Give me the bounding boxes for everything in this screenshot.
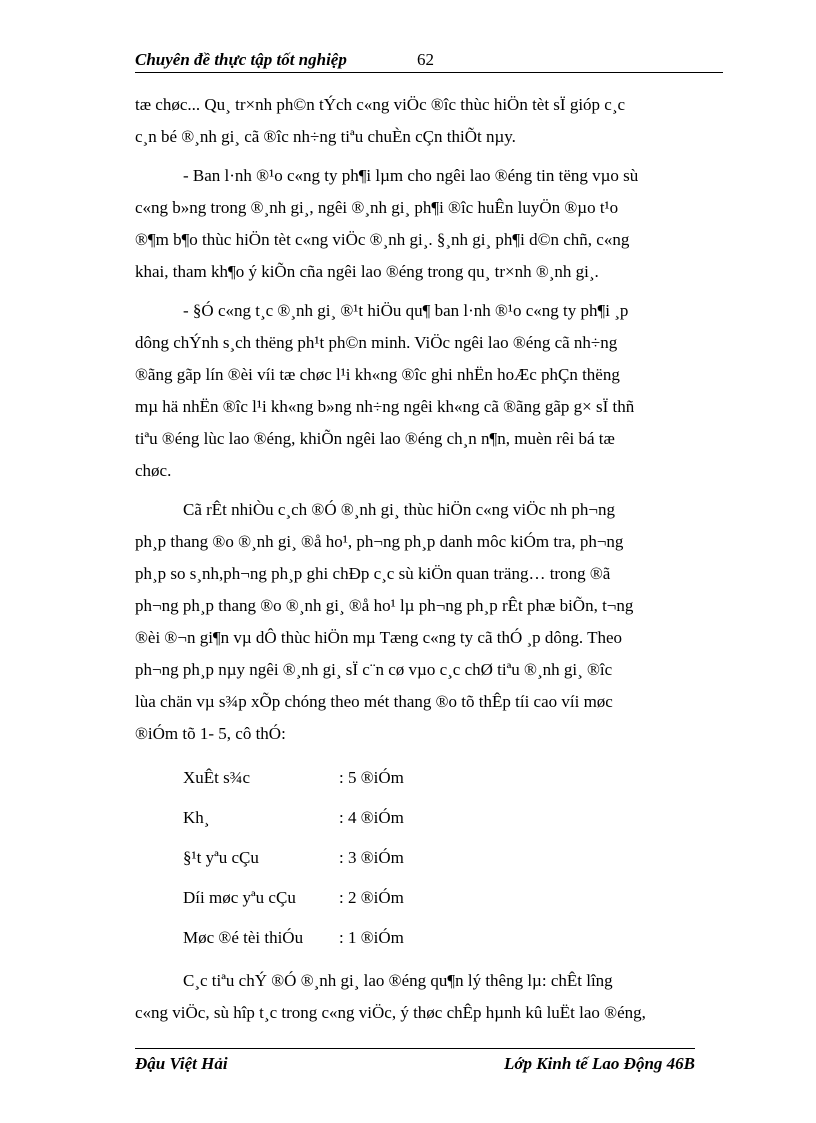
paragraph-continued	[135, 192, 723, 288]
text-line: c«ng viÖc, sù hîp t¸c trong c«ng viÖc, ý thøc chÊp hµnh kû luËt lao ®éng,	[135, 1003, 646, 1022]
footer-class: Lớp Kinh tế Lao Động 46B	[504, 1054, 695, 1073]
paragraph	[135, 965, 723, 997]
page-footer	[135, 1048, 695, 1077]
paragraph-continued	[135, 526, 723, 750]
text-line: tiªu ®éng lùc lao ®éng, khiÕn ngêi lao ®éng ch¸n n¶n, muèn rêi bá tæ	[135, 429, 615, 448]
score-item	[135, 838, 723, 878]
text-line: C¸c tiªu chÝ ®Ó ®¸nh gi¸ lao ®éng qu¶n lý thêng lµ: chÊt lîng	[183, 971, 613, 990]
paragraph-continued	[135, 327, 723, 487]
text-line: ph¸p so s¸nh,ph¬ng ph¸p ghi chÐp c¸c sù kiÖn quan träng… trong ®ã	[135, 564, 611, 583]
text-line: tæ chøc... Qu¸ tr×nh ph©n tÝch c«ng viÖc ®îc thùc hiÖn tèt sÏ gióp c¸c	[135, 95, 626, 114]
score-label: XuÊt s¾c	[183, 768, 251, 787]
score-value: : 2 ®iÓm	[339, 888, 404, 907]
page-header	[135, 46, 723, 73]
text-line: c«ng b»ng trong ®¸nh gi¸, ngêi ®¸nh gi¸ ph¶i ®îc huÊn luyÖn ®µo t¹o	[135, 198, 619, 217]
score-label: Møc ®é tèi thiÓu	[183, 928, 304, 947]
score-value: : 4 ®iÓm	[339, 808, 404, 827]
paragraph	[135, 89, 723, 153]
score-item	[135, 758, 723, 798]
paragraph	[135, 160, 723, 192]
score-label: Díi møc yªu cÇu	[183, 888, 296, 907]
text-line: khai, tham kh¶o ý kiÕn cña ngêi lao ®éng trong qu¸ tr×nh ®¸nh gi¸.	[135, 262, 599, 281]
paragraph-continued	[135, 997, 723, 1029]
footer-author: Đậu Việt Hải	[135, 1054, 228, 1073]
text-line: ph¸p thang ®o ®¸nh gi¸ ®å ho¹, ph¬ng ph¸p danh môc kiÓm tra, ph¬ng	[135, 532, 624, 551]
score-value: : 1 ®iÓm	[339, 928, 404, 947]
text-line: ®ãng gãp lín ®èi víi tæ chøc l¹i kh«ng ®îc ghi nhËn hoÆc phÇn thëng	[135, 365, 620, 384]
text-line: mµ hä nhËn ®îc l¹i kh«ng b»ng nh÷ng ngêi kh«ng cã ®ãng gãp g× sÏ thñ	[135, 397, 635, 416]
score-item	[135, 918, 723, 958]
score-value: : 5 ®iÓm	[339, 768, 404, 787]
text-line: ®iÓm tõ 1- 5, cô thÓ:	[135, 724, 286, 743]
text-line: ®èi ®¬n gi¶n vµ dÔ thùc hiÖn mµ Tæng c«ng ty cã thÓ ¸p dông. Theo	[135, 628, 623, 647]
score-list	[135, 758, 723, 958]
paragraph	[135, 494, 723, 526]
text-line: ®¶m b¶o thùc hiÖn tèt c«ng viÖc ®¸nh gi¸. §¸nh gi¸ ph¶i d©n chñ, c«ng	[135, 230, 630, 249]
text-line: ph¬ng ph¸p thang ®o ®¸nh gi¸ ®å ho¹ lµ ph¬ng ph¸p rÊt phæ biÕn, t¬ng	[135, 596, 634, 615]
text-line: c¸n bé ®¸nh gi¸ cã ®îc nh÷ng tiªu chuÈn cÇn thiÕt nµy.	[135, 127, 516, 146]
text-line: chøc.	[135, 461, 172, 480]
body-text	[135, 89, 723, 1029]
text-line: Cã rÊt nhiÒu c¸ch ®Ó ®¸nh gi¸ thùc hiÖn c«ng viÖc nh ph¬ng	[183, 500, 616, 519]
text-line: dông chÝnh s¸ch thëng ph¹t ph©n minh. ViÖc ngêi lao ®éng cã nh÷ng	[135, 333, 618, 352]
score-item	[135, 878, 723, 918]
document-title: Chuyên đề thực tập tốt nghiệp	[135, 50, 347, 69]
text-line: - §Ó c«ng t¸c ®¸nh gi¸ ®¹t hiÖu qu¶ ban l·nh ®¹o c«ng ty ph¶i ¸p	[183, 301, 629, 320]
text-line: lùa chän vµ s¾p xÕp chóng theo mét thang ®o tõ thÊp tíi cao víi møc	[135, 692, 613, 711]
score-label: Kh¸	[183, 808, 210, 827]
text-line: ph¬ng ph¸p nµy ngêi ®¸nh gi¸ sÏ c¨n cø vµo c¸c chØ tiªu ®¸nh gi¸ ®îc	[135, 660, 613, 679]
score-value: : 3 ®iÓm	[339, 848, 404, 867]
score-label: §¹t yªu cÇu	[183, 848, 259, 867]
paragraph	[135, 295, 723, 327]
score-item	[135, 798, 723, 838]
text-line: - Ban l·nh ®¹o c«ng ty ph¶i lµm cho ngêi lao ®éng tin tëng vµo sù	[183, 166, 639, 185]
page-number: 62	[417, 50, 434, 69]
